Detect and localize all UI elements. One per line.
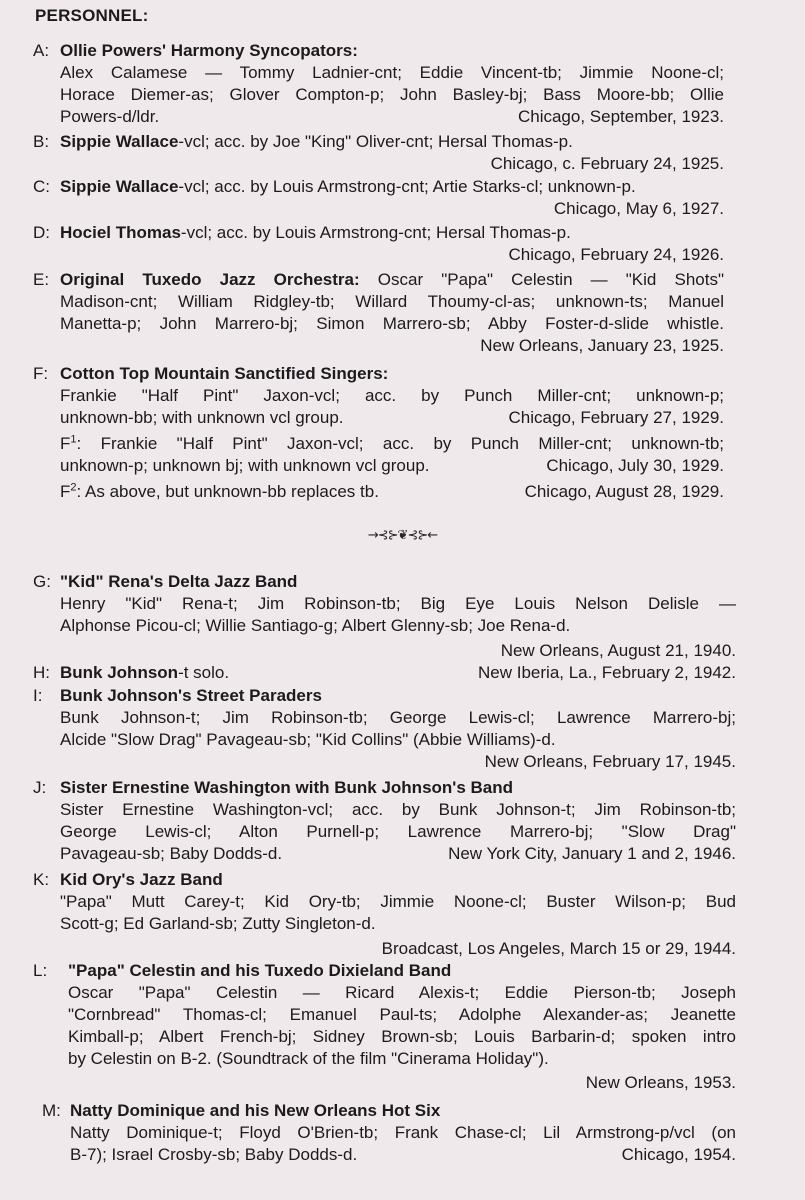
artist-name: Sippie Wallace (60, 132, 179, 151)
entry-letter: K: (33, 870, 50, 889)
personnel-line: Oscar "Papa" Celestin — "Kid Shots" (377, 270, 724, 289)
band-title: Original Tuxedo Jazz Orchestra: (60, 270, 360, 289)
session-superscript: 2 (70, 481, 77, 494)
recording-place-date: New Orleans, January 23, 1925. (480, 336, 724, 355)
artist-name: Bunk Johnson (60, 663, 179, 682)
personnel-line: -vcl; acc. by Louis Armstrong-cnt; Artie Starks-cl; unknown-p. (178, 177, 636, 196)
band-title: Sister Ernestine Washington with Bunk Johnson's Band (60, 778, 514, 797)
personnel-line: by Celestin on B-2. (Soundtrack of the film "Cinerama Holiday"). (68, 1049, 549, 1068)
entry-letter: M: (42, 1101, 61, 1120)
recording-place-date: Chicago, 1954. (621, 1145, 736, 1164)
personnel-line: "Papa" Mutt Carey-t; Kid Ory-tb; Jimmie Noone-cl; Buster Wilson-p; Bud (60, 892, 736, 911)
recording-place-date: New Iberia, La., February 2, 1942. (478, 663, 736, 682)
personnel-line: Kimball-p; Albert French-bj; Sidney Brown-sb; Louis Barbarin-d; spoken intro (68, 1027, 736, 1046)
personnel-line: Madison-cnt; William Ridgley-tb; Willard Thoumy-cl-as; unknown-ts; Manuel (60, 292, 724, 311)
artist-name: Sippie Wallace (60, 177, 179, 196)
personnel-line: : Frankie "Half Pint" Jaxon-vcl; acc. by Punch Miller-cnt; unknown-tb; (76, 434, 724, 453)
entry-letter: B: (33, 132, 50, 151)
recording-place-date: Chicago, February 24, 1926. (508, 245, 724, 264)
artist-name: Hociel Thomas (60, 223, 181, 242)
personnel-line: : As above, but unknown-bb replaces tb. (76, 482, 379, 501)
personnel-line: Manetta-p; John Marrero-bj; Simon Marrero-sb; Abby Foster-d-slide whistle. (60, 314, 724, 333)
recording-place-date: New Orleans, August 21, 1940. (500, 641, 736, 660)
personnel-line: Natty Dominique-t; Floyd O'Brien-tb; Frank Chase-cl; Lil Armstrong-p/vcl (on (70, 1123, 736, 1142)
entry-letter: J: (33, 778, 47, 797)
recording-place-date: Chicago, February 27, 1929. (508, 408, 724, 427)
entry-letter: G: (33, 572, 51, 591)
personnel-line: Alcide "Slow Drag" Pavageau-sb; "Kid Collins" (Abbie Williams)-d. (60, 730, 556, 749)
personnel-line: Sister Ernestine Washington-vcl; acc. by Bunk Johnson-t; Jim Robinson-tb; (60, 800, 736, 819)
band-title: Natty Dominique and his New Orleans Hot Six (70, 1101, 441, 1120)
personnel-line: Powers-d/ldr. (60, 107, 160, 126)
entry-letter: A: (33, 41, 50, 60)
personnel-line: Pavageau-sb; Baby Dodds-d. (60, 844, 283, 863)
personnel-line: unknown-p; unknown bj; with unknown vcl group. (60, 456, 430, 475)
recording-place-date: Chicago, c. February 24, 1925. (490, 154, 724, 173)
band-title: Ollie Powers' Harmony Syncopators: (60, 41, 358, 60)
band-title: "Kid" Rena's Delta Jazz Band (60, 572, 298, 591)
entry-letter: L: (33, 961, 48, 980)
personnel-line: Alex Calamese — Tommy Ladnier-cnt; Eddie Vincent-tb; Jimmie Noone-cl; (60, 63, 724, 82)
personnel-line: George Lewis-cl; Alton Purnell-p; Lawrence Marrero-bj; "Slow Drag" (60, 822, 736, 841)
personnel-line: unknown-bb; with unknown vcl group. (60, 408, 344, 427)
band-title: "Papa" Celestin and his Tuxedo Dixieland Band (68, 961, 452, 980)
personnel-line: B-7); Israel Crosby-sb; Baby Dodds-d. (70, 1145, 358, 1164)
personnel-line: -vcl; acc. by Louis Armstrong-cnt; Hersal Thomas-p. (180, 223, 571, 242)
session-label: F (60, 434, 71, 453)
personnel-line: Bunk Johnson-t; Jim Robinson-tb; George Lewis-cl; Lawrence Marrero-bj; (60, 708, 736, 727)
personnel-line: Scott-g; Ed Garland-sb; Zutty Singleton-d. (60, 914, 376, 933)
recording-place-date: Chicago, August 28, 1929. (524, 482, 724, 501)
session-superscript: 1 (70, 433, 77, 446)
recording-place-date: New Orleans, February 17, 1945. (484, 752, 736, 771)
personnel-heading: PERSONNEL: (35, 6, 149, 25)
band-title: Cotton Top Mountain Sanctified Singers: (60, 364, 389, 383)
entry-letter: F: (33, 364, 49, 383)
entry-letter: D: (33, 223, 50, 242)
personnel-line: Henry "Kid" Rena-t; Jim Robinson-tb; Big Eye Louis Nelson Delisle — (60, 594, 736, 613)
entry-letter: H: (33, 663, 50, 682)
band-title: Bunk Johnson's Street Paraders (60, 686, 322, 705)
entry-letter: E: (33, 270, 50, 289)
recording-place-date: Chicago, July 30, 1929. (546, 456, 724, 475)
entry-letter: C: (33, 177, 50, 196)
recording-place-date: Chicago, September, 1923. (517, 107, 724, 126)
band-title: Kid Ory's Jazz Band (60, 870, 223, 889)
personnel-line: Oscar "Papa" Celestin — Ricard Alexis-t; Eddie Pierson-tb; Joseph (68, 983, 736, 1002)
personnel-line: -t solo. (178, 663, 230, 682)
personnel-line: "Cornbread" Thomas-cl; Emanuel Paul-ts; Adolphe Alexander-as; Jeanette (68, 1005, 736, 1024)
ornament-divider: →⊰⊱❦⊰⊱← (367, 528, 438, 543)
recording-place-date: New Orleans, 1953. (585, 1073, 736, 1092)
personnel-line: Frankie "Half Pint" Jaxon-vcl; acc. by Punch Miller-cnt; unknown-p; (60, 386, 724, 405)
session-label: F (60, 482, 71, 501)
entry-letter: I: (33, 686, 43, 705)
recording-place-date: Broadcast, Los Angeles, March 15 or 29, 1944. (381, 939, 736, 958)
recording-place-date: New York City, January 1 and 2, 1946. (448, 844, 736, 863)
recording-place-date: Chicago, May 6, 1927. (553, 199, 724, 218)
personnel-line: Alphonse Picou-cl; Willie Santiago-g; Albert Glenny-sb; Joe Rena-d. (60, 616, 571, 635)
personnel-line: Horace Diemer-as; Glover Compton-p; John Basley-bj; Bass Moore-bb; Ollie (60, 85, 724, 104)
personnel-line: -vcl; acc. by Joe "King" Oliver-cnt; Hersal Thomas-p. (178, 132, 573, 151)
